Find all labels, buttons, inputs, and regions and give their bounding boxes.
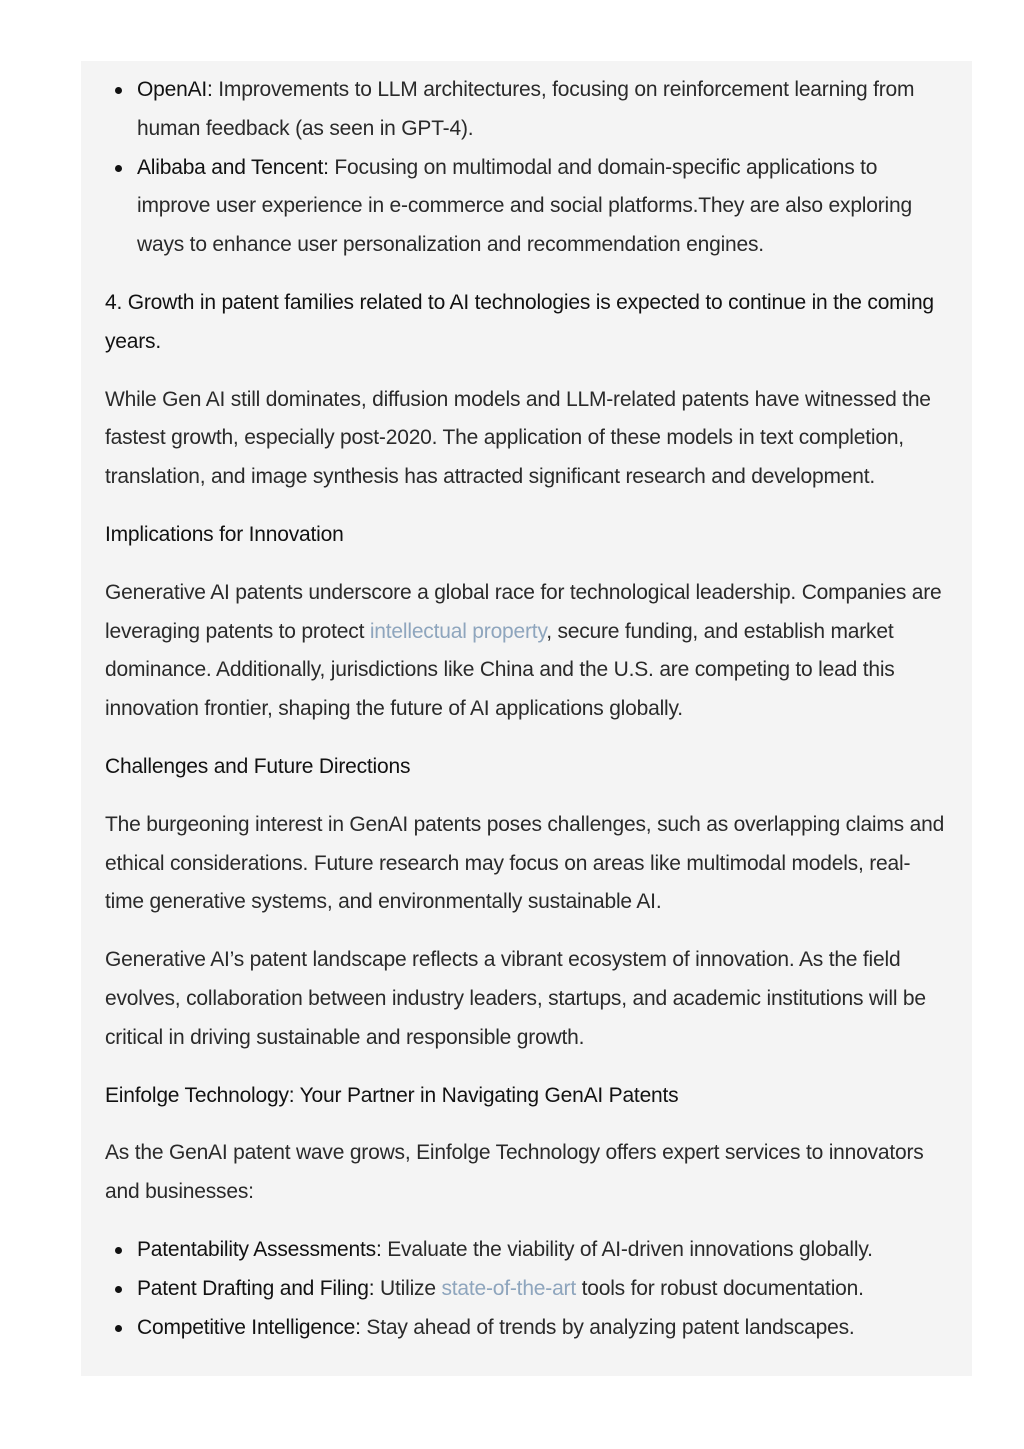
section-heading-challenges: Challenges and Future Directions bbox=[105, 754, 411, 778]
state-of-the-art-link[interactable]: state-of-the-art bbox=[441, 1276, 576, 1300]
list-item-term: OpenAI: bbox=[137, 78, 213, 101]
list-item-text: Utilize bbox=[374, 1276, 442, 1300]
services-list bbox=[105, 1231, 948, 1347]
section-heading-growth: 4. Growth in patent families related to AI technologies is expected to continue in the coming years. bbox=[105, 290, 934, 353]
paragraph-challenges: The burgeoning interest in GenAI patents poses challenges, such as overlapping claims and ethical considerations. Future research may focus on areas like multimodal models, real-time generative systems, and environmentally sustainable AI. bbox=[105, 812, 945, 914]
paragraph-text: Generative AI patents underscore a global race for technological leadership. Companies are leveraging patents to protect bbox=[105, 580, 942, 643]
list-item-term: Competitive Intelligence: bbox=[137, 1315, 361, 1339]
list-item bbox=[137, 71, 948, 149]
list-item-text: tools for robust documentation. bbox=[575, 1276, 864, 1300]
section-heading-einfolge: Einfolge Technology: Your Partner in Navigating GenAI Patents bbox=[105, 1083, 679, 1107]
list-item-text: Improvements to LLM architectures, focusing on reinforcement learning from human feedback (as seen in GPT-4). bbox=[137, 78, 915, 140]
list-item-term: Alibaba and Tencent: bbox=[137, 155, 329, 179]
list-item bbox=[137, 1231, 948, 1270]
paragraph-einfolge-intro: As the GenAI patent wave grows, Einfolge Technology offers expert services to innovators and businesses: bbox=[105, 1141, 924, 1204]
list-item-text: Evaluate the viability of AI-driven innovations globally. bbox=[381, 1237, 873, 1261]
list-item-text: Focusing on multimodal and domain-specific applications to improve user experience in e-commerce and social platforms.They are also exploring ways to enhance user personalization and recommendation engines. bbox=[137, 155, 912, 257]
paragraph-growth: While Gen AI still dominates, diffusion models and LLM-related patents have witnessed the fastest growth, especially post-2020. The application of these models in text completion, translation, and image synthesis has attracted significant research and development. bbox=[105, 387, 931, 489]
list-item-text: Stay ahead of trends by analyzing patent landscapes. bbox=[360, 1315, 855, 1339]
paragraph-text: , secure funding, and establish market dominance. Additionally, jurisdictions like China and the U.S. are competing to lead this innovation frontier, shaping the future of AI applications globally. bbox=[105, 619, 895, 721]
list-item bbox=[137, 1270, 948, 1309]
paragraph-landscape: Generative AI’s patent landscape reflects a vibrant ecosystem of innovation. As the field evolves, collaboration between industry leaders, startups, and academic institutions will be critical in driving sustainable and responsible growth. bbox=[105, 948, 926, 1049]
list-item-term: Patent Drafting and Filing: bbox=[137, 1276, 375, 1300]
list-item bbox=[137, 149, 948, 265]
intellectual-property-link[interactable]: intellectual property bbox=[369, 619, 547, 643]
article-content bbox=[81, 61, 972, 1376]
company-focus-list bbox=[105, 71, 948, 265]
section-heading-implications: Implications for Innovation bbox=[105, 522, 344, 546]
list-item bbox=[137, 1309, 948, 1348]
paragraph-implications bbox=[105, 574, 948, 729]
list-item-term: Patentability Assessments: bbox=[137, 1237, 382, 1261]
